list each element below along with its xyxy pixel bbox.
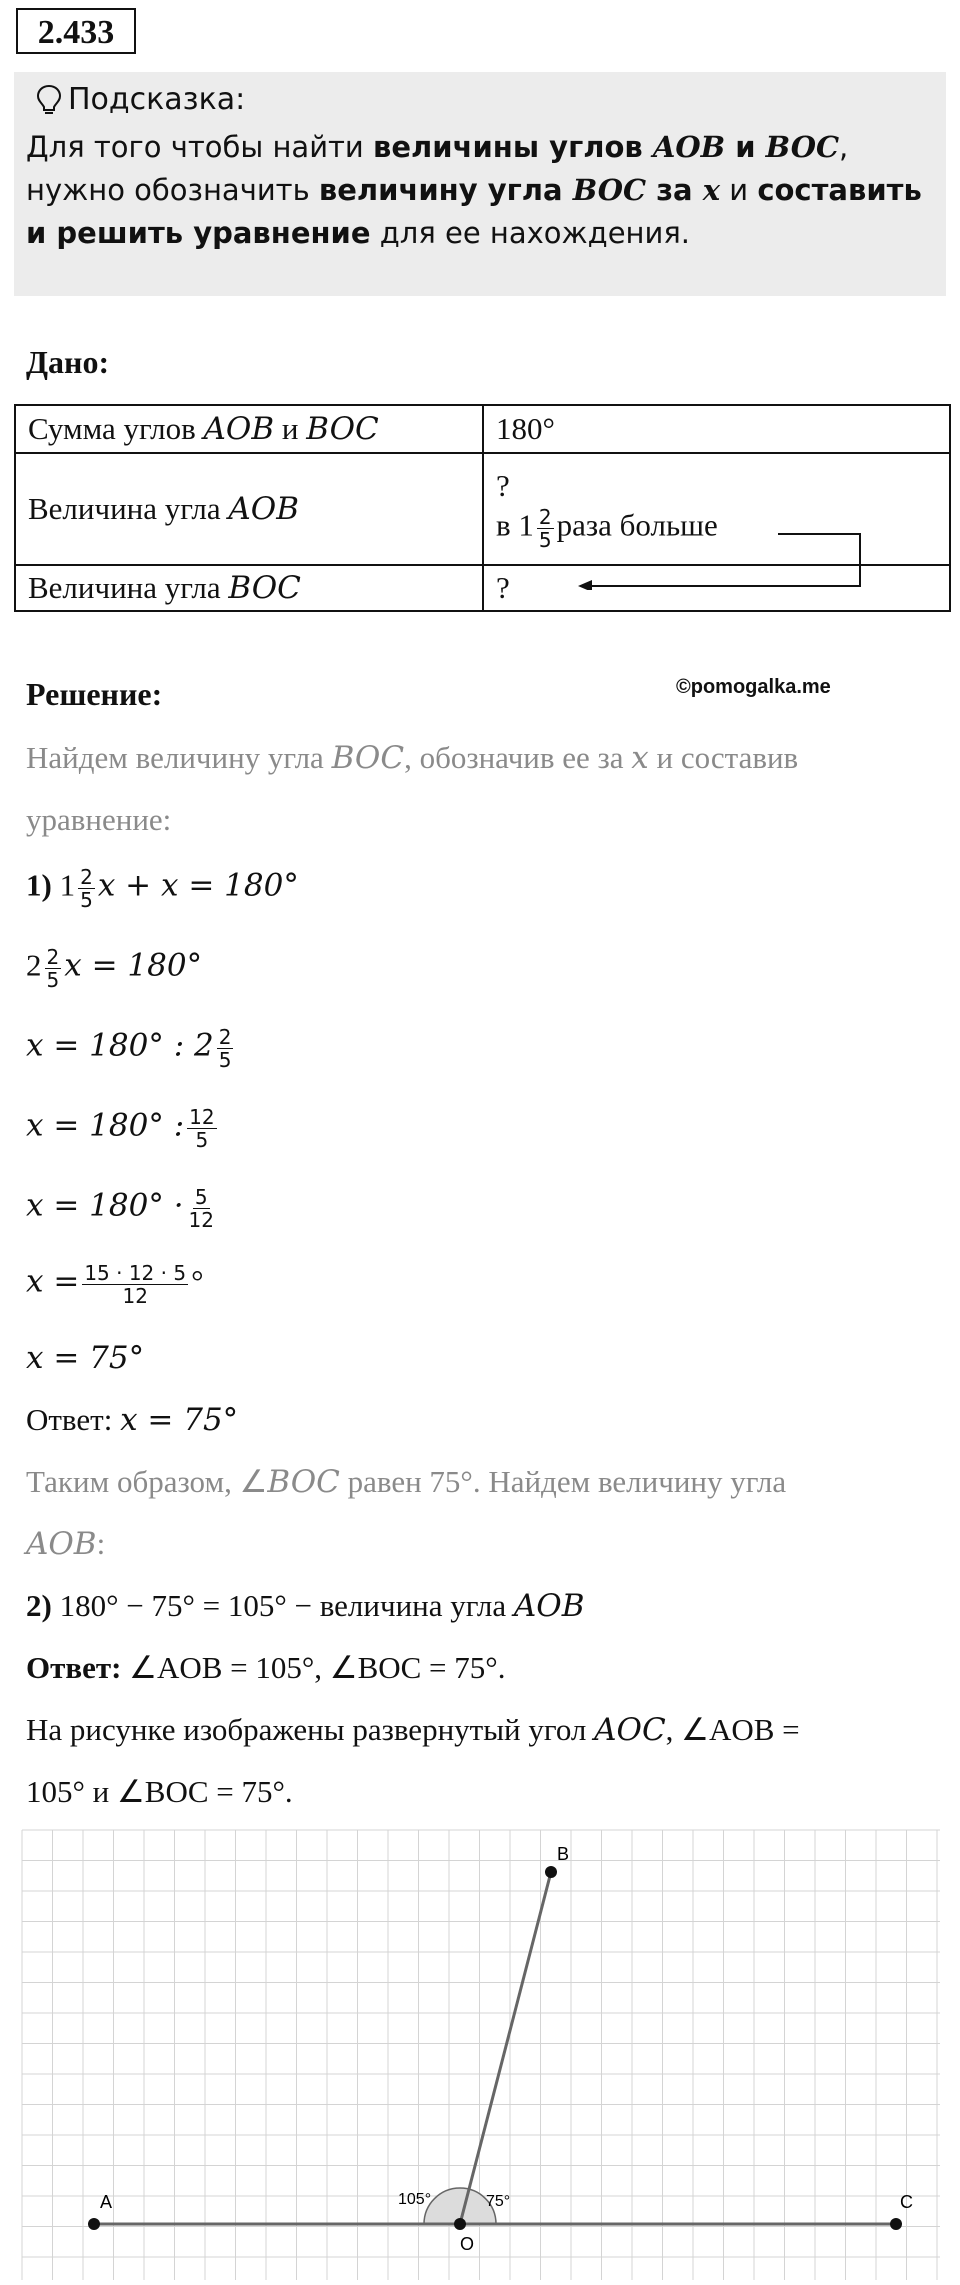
text: , обозначив ее за [404, 740, 632, 775]
angle-figure [0, 1820, 960, 2285]
math-var: AOC [594, 1712, 666, 1748]
equation-7: x = 75° [26, 1340, 145, 1376]
text: Таким образом, ∠ [26, 1464, 268, 1499]
hint-var: AOB [652, 130, 726, 164]
text: Найдем величину угла [26, 740, 332, 775]
fraction-numerator: 12 [189, 1105, 215, 1129]
table-row [15, 405, 950, 453]
hint-title-text: Подсказка: [68, 82, 246, 117]
step-label: 1) [26, 867, 52, 903]
fraction-numerator: 2 [46, 945, 60, 969]
fraction [537, 506, 554, 551]
equation-2 [26, 946, 202, 991]
text: , ∠AOB = [665, 1712, 800, 1747]
hint-var: BOC [765, 130, 840, 164]
fraction [187, 1106, 216, 1151]
text: равен 75°. Найдем величину угла [339, 1464, 787, 1499]
hint-bold: величину угла [318, 173, 573, 207]
fraction-denominator: 5 [80, 888, 93, 912]
fraction-numerator: 15 · 12 · 5 [84, 1261, 187, 1285]
fraction-denominator: 5 [46, 968, 60, 992]
problem-number: 2.433 [16, 8, 136, 54]
ray-ob [460, 1872, 551, 2224]
step-label: 2) [26, 1588, 52, 1623]
fraction-denominator: 5 [538, 527, 552, 552]
cell-text: раза больше [556, 507, 718, 543]
fraction-denominator: 12 [188, 1208, 214, 1232]
equation-4 [26, 1106, 220, 1151]
fraction-numerator: 2 [218, 1025, 232, 1049]
math-var: BOC [267, 1464, 340, 1500]
solution-heading: Решение: [26, 676, 163, 712]
ratio-arrow [570, 520, 870, 590]
cell-text: Величина угла [28, 491, 229, 526]
math: 2 [26, 947, 42, 983]
cell-question: ? [496, 467, 510, 503]
equation-1 [26, 866, 299, 911]
hint-title [36, 82, 245, 117]
cell-text: в 1 [496, 507, 534, 543]
math: x = 180° : 2 [26, 1027, 214, 1064]
point-c [890, 2218, 902, 2230]
hint-text-part: , нужно обозначить [26, 130, 849, 207]
fraction-numerator: 2 [80, 865, 93, 889]
math-var: BOC [331, 740, 405, 776]
figure-caption-cont: 105° и ∠BOC = 75°. [26, 1774, 293, 1809]
answer-label: Ответ: [26, 1650, 122, 1685]
fraction-denominator: 5 [218, 1048, 232, 1072]
text: На рисунке изображены развернутый угол [26, 1712, 595, 1747]
hint-box [14, 72, 946, 296]
hint-bold: и [725, 130, 766, 164]
solution-intro [26, 740, 798, 776]
hint-var: x [702, 173, 721, 207]
math-var: AOB [513, 1588, 585, 1624]
equation-6 [26, 1262, 204, 1307]
label-b: B [557, 1844, 570, 1864]
cell-var: AOB [203, 411, 275, 447]
math: x = 180° · [26, 1187, 184, 1224]
hint-var: BOC [572, 173, 647, 207]
fraction [45, 946, 62, 991]
answer-1 [26, 1402, 238, 1438]
math: x = 180° : [26, 1107, 185, 1144]
text: : [96, 1526, 106, 1561]
cell-text: Величина угла [28, 570, 229, 605]
text: 180° − 75° = 105° − величина угла [51, 1588, 514, 1623]
final-answer [26, 1650, 505, 1686]
math: 1 [59, 867, 76, 903]
text: ∠AOB = 105°, ∠BOC = 75°. [121, 1650, 506, 1685]
fraction [82, 1262, 188, 1307]
text: и составив [648, 740, 799, 775]
solution-intro-cont: уравнение: [26, 802, 172, 837]
answer-label: Ответ: [26, 1402, 121, 1437]
math: x = 180° [64, 947, 203, 984]
label-a: A [100, 2192, 113, 2212]
lightbulb-icon [36, 84, 62, 116]
fraction-numerator: 2 [538, 504, 552, 529]
table-cell [15, 405, 483, 453]
cell-var: AOB [228, 491, 299, 527]
equation-5 [26, 1186, 219, 1231]
hint-text-part: для ее нахождения. [370, 216, 691, 250]
label-angle-aob: 105° [398, 2191, 432, 2208]
fraction-numerator: 5 [194, 1185, 208, 1209]
hint-text [26, 126, 931, 255]
cell-var: BOC [228, 570, 301, 606]
table-cell: ? [483, 565, 950, 611]
table-cell [15, 565, 483, 611]
label-angle-boc: 75° [486, 2193, 511, 2210]
equation-3 [26, 1026, 236, 1071]
hint-bold: составить и решить уравнение [26, 173, 922, 250]
label-o: O [460, 2234, 475, 2254]
math: x = [26, 1263, 80, 1300]
fraction [78, 866, 95, 911]
point-o [454, 2218, 466, 2230]
fraction [217, 1026, 234, 1071]
hint-text-part: Для того чтобы найти [26, 130, 373, 164]
point-a [88, 2218, 100, 2230]
cell-var: BOC [306, 411, 379, 447]
fraction-denominator: 5 [195, 1128, 209, 1152]
step-2 [26, 1588, 585, 1624]
hint-bold: величины углов [373, 130, 653, 164]
point-b [545, 1866, 557, 1878]
cell-text: и [274, 411, 307, 446]
figure-caption [26, 1712, 800, 1748]
label-c: C [900, 2192, 913, 2212]
cell-text: Сумма углов [28, 411, 204, 446]
math: x = 75° [120, 1402, 239, 1438]
solution-mid [26, 1464, 786, 1500]
fraction-denominator: 12 [122, 1284, 148, 1308]
watermark: ©pomogalka.me [676, 676, 831, 698]
solution-mid-cont [26, 1526, 105, 1562]
math: ° [191, 1263, 204, 1299]
hint-text-part: и [720, 173, 758, 207]
fraction [187, 1186, 216, 1231]
table-cell [15, 453, 483, 565]
math-var: AOB [26, 1526, 97, 1562]
hint-bold: за [646, 173, 703, 207]
math-var: x [631, 740, 649, 776]
table-cell: 180° [483, 405, 950, 453]
math: x + x = 180° [97, 867, 299, 904]
given-heading: Дано: [26, 344, 110, 380]
